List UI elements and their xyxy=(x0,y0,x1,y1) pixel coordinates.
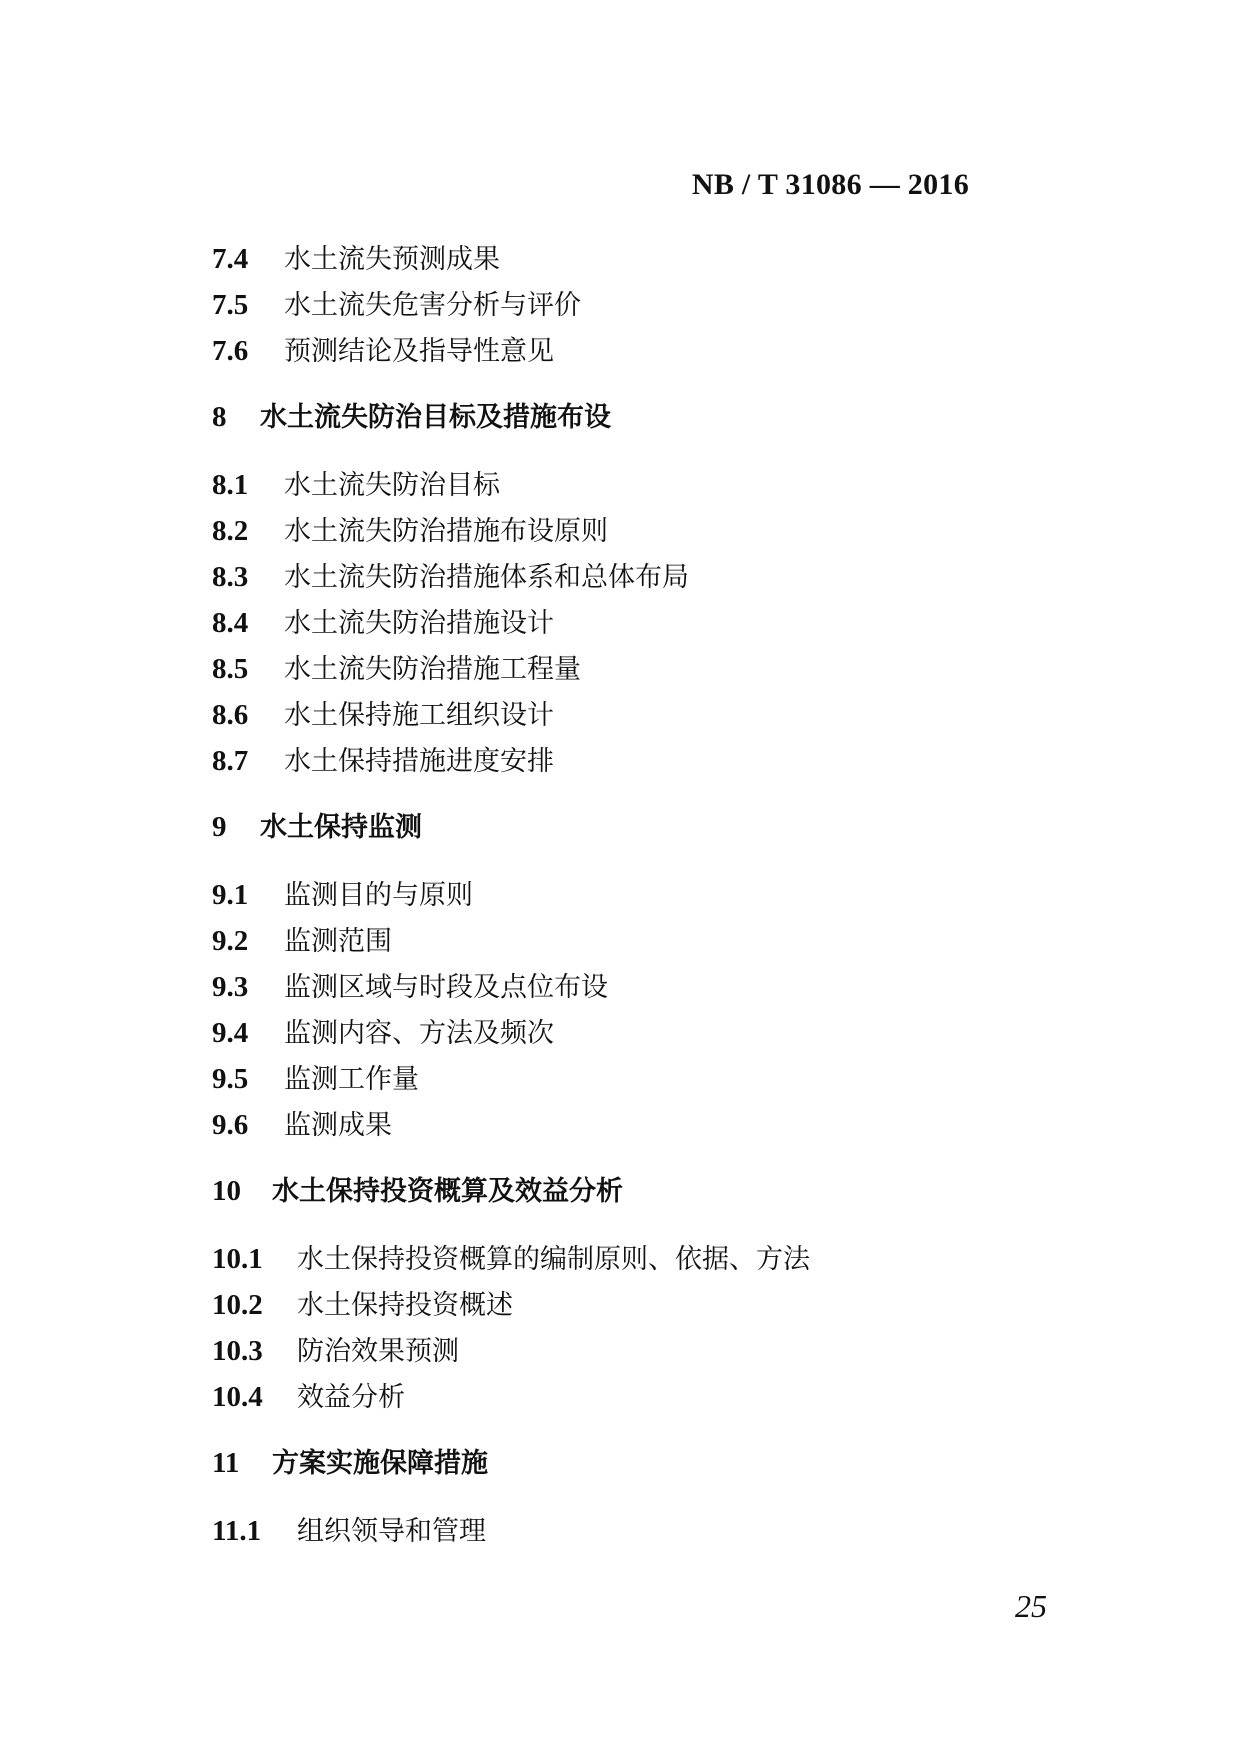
toc-entry-number: 9.3 xyxy=(212,971,249,1003)
toc-section-entry xyxy=(212,1102,1012,1148)
toc-entry-number: 11 xyxy=(212,1447,240,1479)
toc-section-entry xyxy=(212,1056,1012,1102)
toc-chapter-heading xyxy=(212,1168,1012,1214)
toc-entry-title: 水土保持施工组织设计 xyxy=(284,700,554,731)
toc-section-entry xyxy=(212,600,1012,646)
toc-entry-number: 10.4 xyxy=(212,1381,263,1413)
toc-entry-number: 9.1 xyxy=(212,879,249,911)
toc-section-entry xyxy=(212,1508,1012,1554)
toc-section-entry xyxy=(212,872,1012,918)
toc-entry-title: 监测工作量 xyxy=(284,1064,419,1095)
toc-entry-number: 8.7 xyxy=(212,745,249,777)
toc-entry-number: 8.4 xyxy=(212,607,249,639)
toc-entry-title: 水土保持投资概述 xyxy=(297,1290,513,1321)
toc-entry-title: 水土保持投资概算及效益分析 xyxy=(272,1176,623,1207)
toc-section-entry xyxy=(212,236,1012,282)
table-of-contents xyxy=(212,236,1012,1554)
toc-section-entry xyxy=(212,282,1012,328)
toc-section-entry xyxy=(212,508,1012,554)
toc-section-entry xyxy=(212,918,1012,964)
toc-entry-title: 组织领导和管理 xyxy=(297,1516,486,1547)
toc-section-entry xyxy=(212,1282,1012,1328)
toc-entry-title: 水土保持监测 xyxy=(260,812,422,843)
toc-entry-number: 7.6 xyxy=(212,335,249,367)
toc-entry-title: 水土流失防治措施体系和总体布局 xyxy=(284,562,689,593)
toc-section-entry xyxy=(212,1236,1012,1282)
toc-entry-number: 7.5 xyxy=(212,289,249,321)
toc-chapter-heading xyxy=(212,1440,1012,1486)
toc-entry-number: 9.5 xyxy=(212,1063,249,1095)
toc-section-entry xyxy=(212,692,1012,738)
toc-chapter-heading xyxy=(212,394,1012,440)
toc-entry-title: 水土保持投资概算的编制原则、依据、方法 xyxy=(297,1244,810,1275)
toc-section-entry xyxy=(212,1010,1012,1056)
toc-entry-number: 9.4 xyxy=(212,1017,249,1049)
toc-entry-number: 10 xyxy=(212,1175,241,1207)
toc-entry-number: 9 xyxy=(212,811,227,843)
toc-section-entry xyxy=(212,462,1012,508)
toc-entry-title: 水土流失危害分析与评价 xyxy=(284,290,581,321)
toc-entry-title: 水土流失防治目标 xyxy=(284,470,500,501)
toc-section-entry xyxy=(212,964,1012,1010)
toc-entry-title: 监测范围 xyxy=(284,926,392,957)
toc-entry-title: 方案实施保障措施 xyxy=(272,1448,488,1479)
toc-entry-number: 7.4 xyxy=(212,243,249,275)
toc-entry-title: 效益分析 xyxy=(297,1382,405,1413)
toc-section-entry xyxy=(212,646,1012,692)
toc-entry-number: 9.2 xyxy=(212,925,249,957)
page-number: 25 xyxy=(1015,1588,1047,1624)
toc-entry-number: 8 xyxy=(212,401,227,433)
toc-chapter-heading xyxy=(212,804,1012,850)
toc-entry-title: 监测目的与原则 xyxy=(284,880,473,911)
toc-entry-number: 8.6 xyxy=(212,699,249,731)
toc-entry-number: 10.1 xyxy=(212,1243,263,1275)
toc-section-entry xyxy=(212,738,1012,784)
toc-entry-number: 9.6 xyxy=(212,1109,249,1141)
toc-entry-title: 防治效果预测 xyxy=(297,1336,459,1367)
toc-section-entry xyxy=(212,1374,1012,1420)
toc-entry-title: 水土流失防治措施布设原则 xyxy=(284,516,608,547)
standard-code: NB / T 31086 — 2016 xyxy=(691,168,969,201)
toc-section-entry xyxy=(212,554,1012,600)
toc-entry-title: 水土保持措施进度安排 xyxy=(284,746,554,777)
toc-entry-title: 预测结论及指导性意见 xyxy=(284,336,554,367)
toc-entry-title: 监测区域与时段及点位布设 xyxy=(284,972,608,1003)
toc-entry-title: 水土流失防治目标及措施布设 xyxy=(260,402,611,433)
toc-entry-title: 水土流失防治措施工程量 xyxy=(284,654,581,685)
toc-entry-title: 监测成果 xyxy=(284,1110,392,1141)
toc-section-entry xyxy=(212,1328,1012,1374)
toc-entry-title: 监测内容、方法及频次 xyxy=(284,1018,554,1049)
toc-entry-title: 水土流失预测成果 xyxy=(284,244,500,275)
toc-entry-number: 8.5 xyxy=(212,653,249,685)
toc-entry-number: 11.1 xyxy=(212,1515,262,1547)
toc-entry-number: 8.2 xyxy=(212,515,249,547)
toc-entry-number: 10.2 xyxy=(212,1289,263,1321)
toc-entry-number: 8.3 xyxy=(212,561,249,593)
toc-entry-title: 水土流失防治措施设计 xyxy=(284,608,554,639)
toc-entry-number: 10.3 xyxy=(212,1335,263,1367)
toc-section-entry xyxy=(212,328,1012,374)
toc-entry-number: 8.1 xyxy=(212,469,249,501)
